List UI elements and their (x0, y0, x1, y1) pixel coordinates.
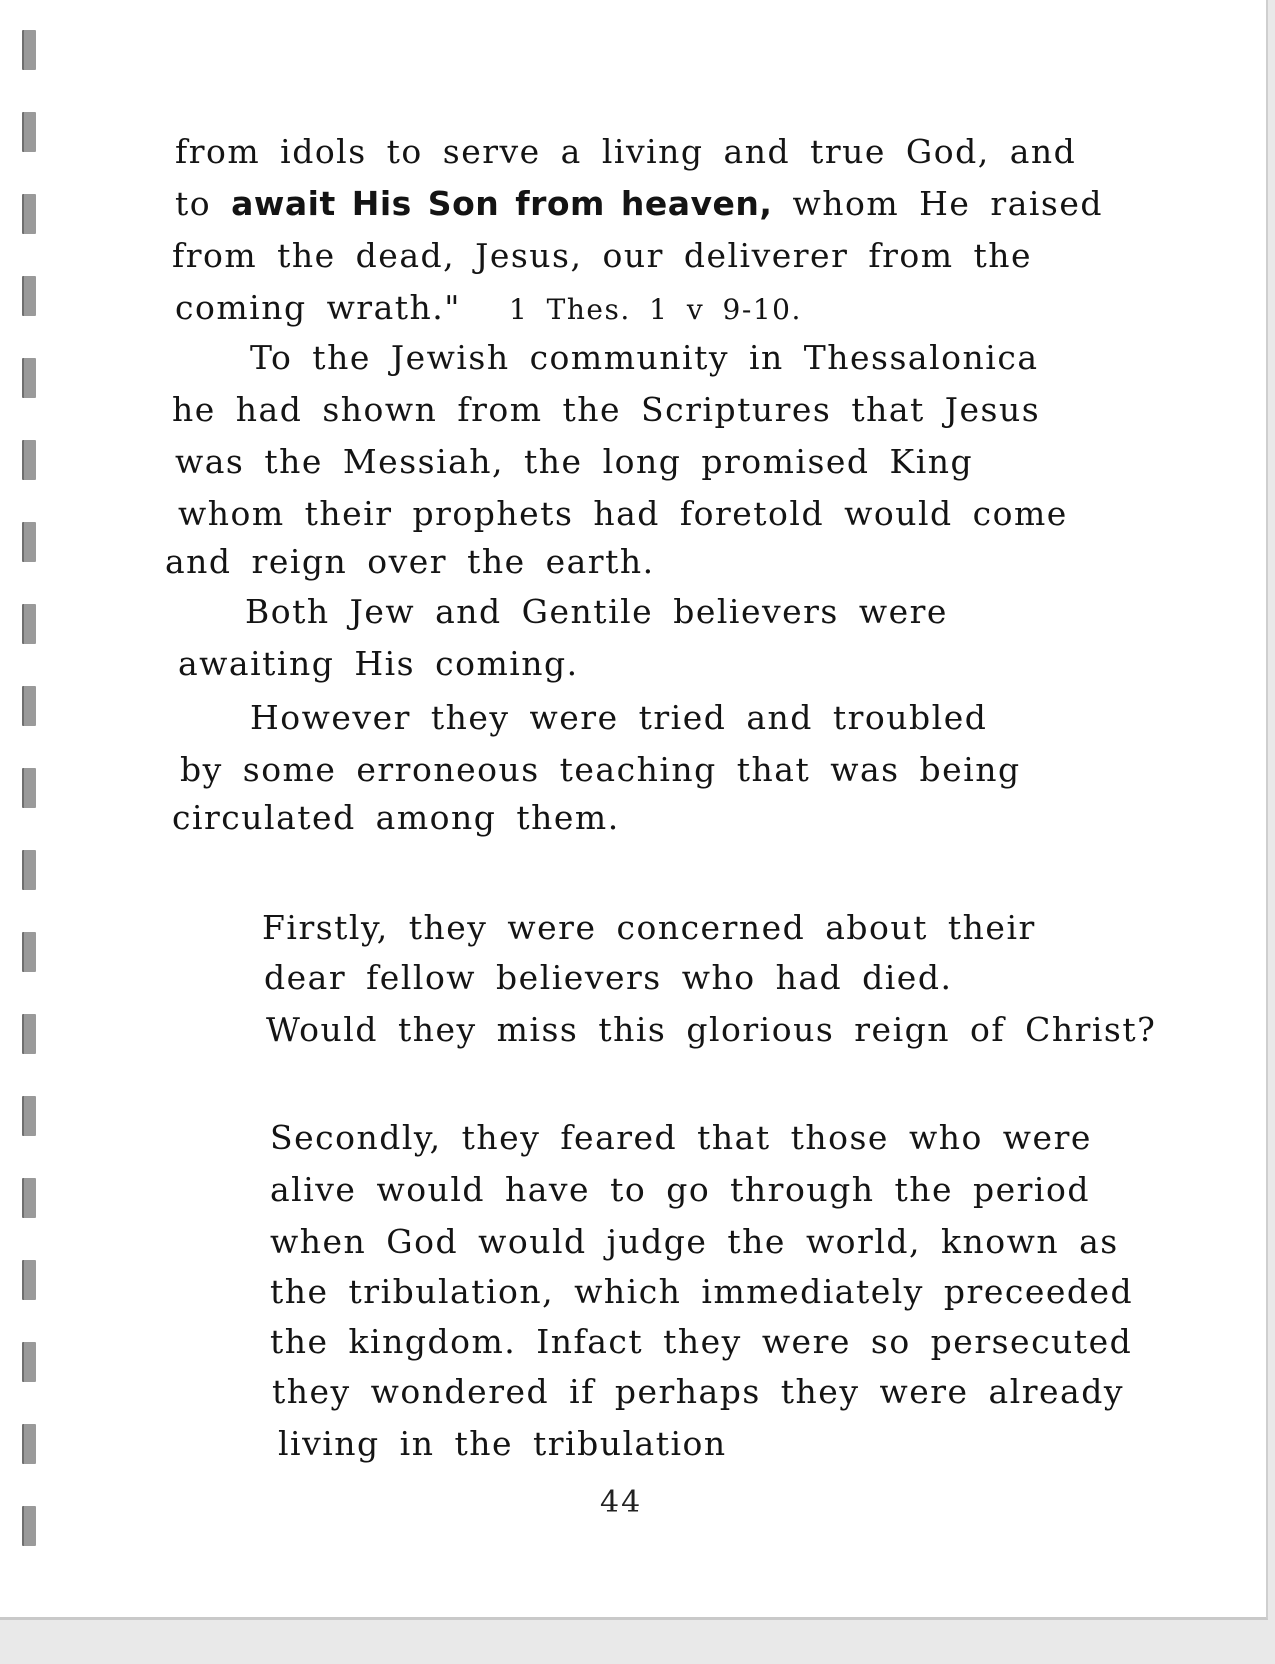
text-line: they wondered if perhaps they were already (272, 1372, 1125, 1411)
text-line: Would they miss this glorious reign of Christ? (266, 1010, 1157, 1049)
text-line: was the Messiah, the long promised King (175, 442, 974, 481)
text-line: dear fellow believers who had died. (264, 958, 953, 997)
text-line: To the Jewish community in Thessalonica (250, 338, 1039, 377)
scripture-reference: 1 Thes. 1 v 9-10. (508, 293, 802, 326)
text-line: from idols to serve a living and true God, and (175, 132, 1077, 171)
text-fragment: whom He raised (792, 184, 1104, 223)
text-line: alive would have to go through the period (270, 1170, 1090, 1209)
text-line: when God would judge the world, known as (270, 1222, 1119, 1261)
text-line: Firstly, they were concerned about their (262, 908, 1036, 947)
page-number: 44 (600, 1485, 643, 1520)
text-line: from the dead, Jesus, our deliverer from the (172, 236, 1033, 275)
text-fragment: coming wrath." (175, 288, 461, 327)
text-line: whom their prophets had foretold would come (178, 494, 1068, 533)
text-line: the tribulation, which immediately preceeded (270, 1272, 1134, 1311)
text-line: circulated among them. (172, 798, 620, 837)
text-line: awaiting His coming. (178, 644, 579, 683)
text-line: However they were tried and troubled (250, 698, 988, 737)
text-line: Secondly, they feared that those who were (270, 1118, 1092, 1157)
text-line: the kingdom. Infact they were so persecuted (270, 1322, 1133, 1361)
text-line: and reign over the earth. (165, 542, 655, 581)
text-line: by some erroneous teaching that was being (180, 750, 1021, 789)
text-line: Both Jew and Gentile believers were (245, 592, 948, 631)
text-line: living in the tribulation (278, 1424, 727, 1463)
text-line: he had shown from the Scriptures that Jesus (172, 390, 1041, 429)
emphasized-text: await His Son from heaven, (231, 184, 773, 223)
text-fragment: to (175, 184, 212, 223)
text-line (175, 184, 1103, 224)
text-line (175, 288, 802, 330)
